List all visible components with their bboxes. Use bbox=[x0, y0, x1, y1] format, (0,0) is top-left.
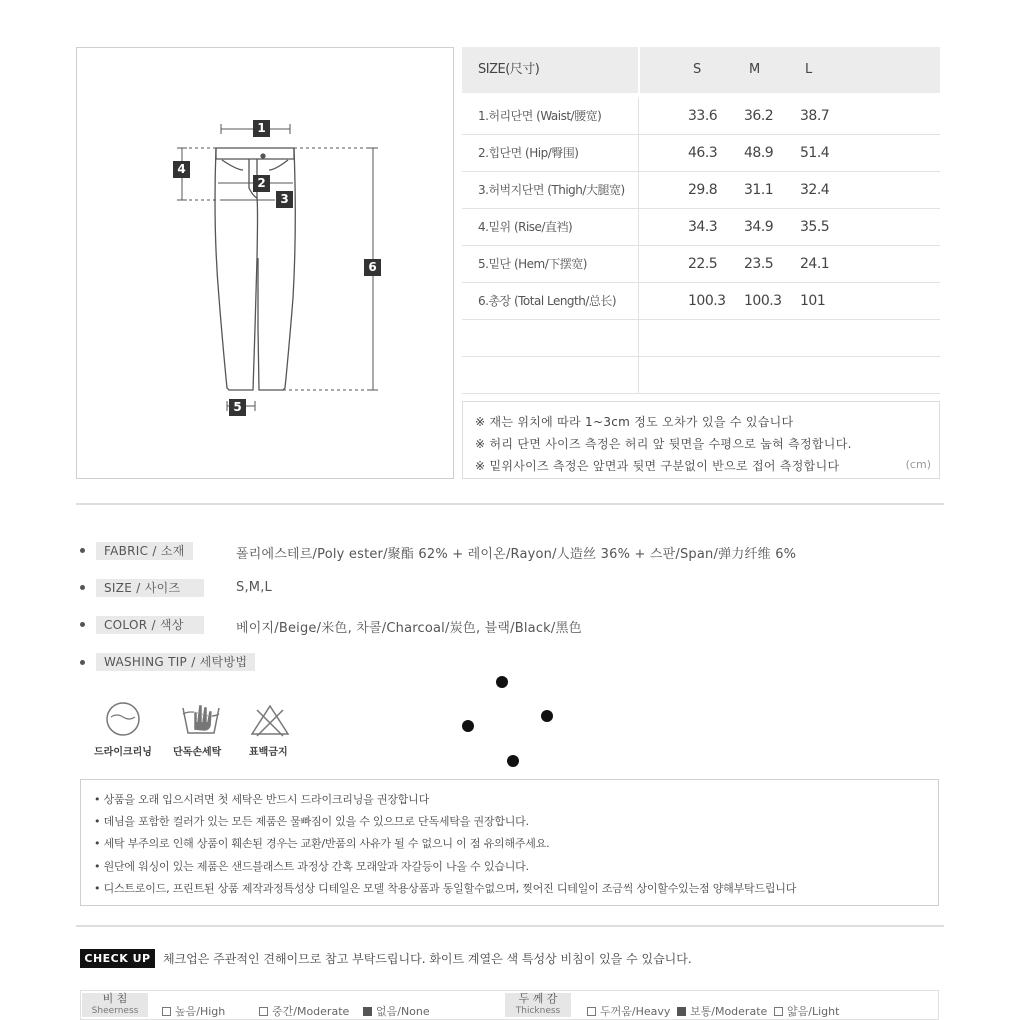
bullet bbox=[80, 548, 85, 553]
divider bbox=[76, 503, 944, 505]
no-bleach-label: 표백금지 bbox=[249, 747, 288, 758]
table-row bbox=[462, 209, 940, 246]
thickness-option-moderate[interactable] bbox=[677, 1003, 767, 1019]
checkup-badge: CHECK UP bbox=[80, 949, 155, 968]
row-value-m: 34.9 bbox=[744, 219, 774, 235]
sheerness-title bbox=[82, 993, 148, 1017]
option-label: 보통/Moderate bbox=[690, 1005, 768, 1018]
row-value-l: 38.7 bbox=[800, 108, 830, 124]
size-header-s: S bbox=[693, 62, 701, 77]
sheerness-option-moderate[interactable] bbox=[259, 1003, 349, 1019]
row-label: 2.힙단면 (Hip/臀围) bbox=[478, 146, 579, 160]
note-line: ※ 재는 위치에 따라 1~3cm 정도 오차가 있을 수 있습니다 bbox=[475, 415, 794, 429]
care-note: • 원단에 워싱이 있는 제품은 샌드블래스트 과정상 간혹 모래알과 자갈등이 나올 수 있습니다. bbox=[94, 860, 529, 873]
row-value-s: 33.6 bbox=[688, 108, 718, 124]
color-value: 베이지/Beige/米色, 차콜/Charcoal/炭色, 블랙/Black/黑色 bbox=[236, 621, 582, 636]
row-value-s: 100.3 bbox=[688, 293, 726, 309]
checkup-text: 체크업은 주관적인 견해이므로 참고 부탁드립니다. 화이트 계열은 색 특성상 비침이 있을 수 있습니다. bbox=[163, 952, 692, 966]
row-label: 4.밑위 (Rise/直裆) bbox=[478, 220, 573, 234]
decorative-dot bbox=[541, 710, 553, 722]
size-value: S,M,L bbox=[236, 580, 272, 595]
row-value-l: 35.5 bbox=[800, 219, 830, 235]
size-header-label: SIZE(尺寸) bbox=[478, 62, 540, 77]
hand-wash-icon bbox=[180, 700, 222, 738]
fabric-value: 폴리에스테르/Poly ester/聚酯 62% + 레이온/Rayon/人造丝 36% + 스판/Span/弹力纤维 6% bbox=[236, 547, 797, 562]
row-label: 6.총장 (Total Length/总长) bbox=[478, 294, 617, 308]
table-row bbox=[462, 135, 940, 172]
empty-row bbox=[462, 357, 940, 394]
no-bleach-icon bbox=[249, 702, 291, 738]
hip-marker: 2 bbox=[253, 175, 270, 192]
row-value-m: 36.2 bbox=[744, 108, 774, 124]
thickness-option-light[interactable] bbox=[774, 1003, 839, 1019]
row-label: 3.허벅지단면 (Thigh/大腿宽) bbox=[478, 183, 625, 197]
measurement-diagram bbox=[76, 47, 454, 479]
row-value-s: 34.3 bbox=[688, 219, 718, 235]
length-marker: 6 bbox=[364, 259, 381, 276]
table-row bbox=[462, 246, 940, 283]
row-value-s: 22.5 bbox=[688, 256, 718, 272]
note-line: ※ 밑위사이즈 측정은 앞면과 뒷면 구분없이 반으로 접어 측정합니다 bbox=[475, 459, 840, 473]
washing-tag: WASHING TIP / 세탁방법 bbox=[96, 653, 255, 671]
size-table-header bbox=[462, 47, 940, 94]
bullet bbox=[80, 585, 85, 590]
care-note: • 디스트로이드, 프린트된 상품 제작과정특성상 디테일은 모델 착용상품과 동일할수없으며, 찢어진 디테일이 조금씩 상이할수있는점 양해부탁드립니다 bbox=[94, 882, 797, 895]
care-note: • 상품을 오래 입으시려면 첫 세탁은 반드시 드라이크리닝을 권장합니다 bbox=[94, 793, 430, 806]
row-value-m: 31.1 bbox=[744, 182, 774, 198]
hand-wash-label: 단독손세탁 bbox=[173, 747, 222, 758]
decorative-dot bbox=[507, 755, 519, 767]
sheerness-option-none[interactable] bbox=[363, 1003, 430, 1019]
color-tag: COLOR / 색상 bbox=[96, 616, 204, 634]
size-header-m: M bbox=[749, 62, 760, 77]
sheerness-subtitle: Sheerness bbox=[91, 1006, 139, 1016]
row-value-l: 32.4 bbox=[800, 182, 830, 198]
decorative-dot bbox=[496, 676, 508, 688]
table-row bbox=[462, 98, 940, 135]
sheerness-title-text: 비 침 bbox=[102, 992, 128, 1005]
option-label: 중간/Moderate bbox=[272, 1005, 350, 1018]
row-label: 1.허리단면 (Waist/腰宽) bbox=[478, 109, 602, 123]
row-value-l: 24.1 bbox=[800, 256, 830, 272]
thickness-option-heavy[interactable] bbox=[587, 1003, 670, 1019]
row-value-m: 23.5 bbox=[744, 256, 774, 272]
option-label: 없음/None bbox=[376, 1005, 430, 1018]
size-tag: SIZE / 사이즈 bbox=[96, 579, 204, 597]
bullet bbox=[80, 660, 85, 665]
size-header-l: L bbox=[805, 62, 812, 77]
row-value-s: 29.8 bbox=[688, 182, 718, 198]
unit-label: (cm) bbox=[905, 458, 931, 471]
fabric-tag: FABRIC / 소재 bbox=[96, 542, 193, 560]
waist-marker: 1 bbox=[253, 120, 270, 137]
dry-clean-label: 드라이크리닝 bbox=[94, 747, 152, 758]
dry-clean-icon bbox=[103, 700, 143, 738]
sheerness-option-high[interactable] bbox=[162, 1003, 225, 1019]
row-value-s: 46.3 bbox=[688, 145, 718, 161]
care-note: • 세탁 부주의로 인해 상품이 훼손된 경우는 교환/반품의 사유가 될 수 없으니 이 점 유의해주세요. bbox=[94, 837, 550, 850]
hem-marker: 5 bbox=[229, 399, 246, 416]
thigh-marker: 3 bbox=[276, 191, 293, 208]
care-notes-box bbox=[80, 779, 939, 906]
thickness-title-text: 두 께 감 bbox=[518, 992, 558, 1005]
table-row bbox=[462, 172, 940, 209]
row-value-l: 101 bbox=[800, 293, 826, 309]
table-row bbox=[462, 283, 940, 320]
option-label: 얇음/Light bbox=[787, 1005, 840, 1018]
divider bbox=[76, 925, 944, 927]
measurement-notes bbox=[462, 401, 940, 479]
bullet bbox=[80, 622, 85, 627]
option-label: 두꺼움/Heavy bbox=[600, 1005, 671, 1018]
thickness-subtitle: Thickness bbox=[515, 1006, 561, 1016]
row-label: 5.밑단 (Hem/下摆宽) bbox=[478, 257, 587, 271]
row-value-l: 51.4 bbox=[800, 145, 830, 161]
row-value-m: 48.9 bbox=[744, 145, 774, 161]
row-value-m: 100.3 bbox=[744, 293, 782, 309]
rise-marker: 4 bbox=[173, 161, 190, 178]
thickness-title bbox=[505, 993, 571, 1017]
pants-illustration bbox=[77, 48, 455, 480]
decorative-dot bbox=[462, 720, 474, 732]
empty-row bbox=[462, 320, 940, 357]
care-note: • 데님을 포함한 컬러가 있는 모든 제품은 물빠짐이 있을 수 있으므로 단독세탁을 권장합니다. bbox=[94, 815, 529, 828]
option-label: 높음/High bbox=[175, 1005, 226, 1018]
note-line: ※ 허리 단면 사이즈 측정은 허리 앞 뒷면을 수평으로 눕혀 측정합니다. bbox=[475, 437, 852, 451]
